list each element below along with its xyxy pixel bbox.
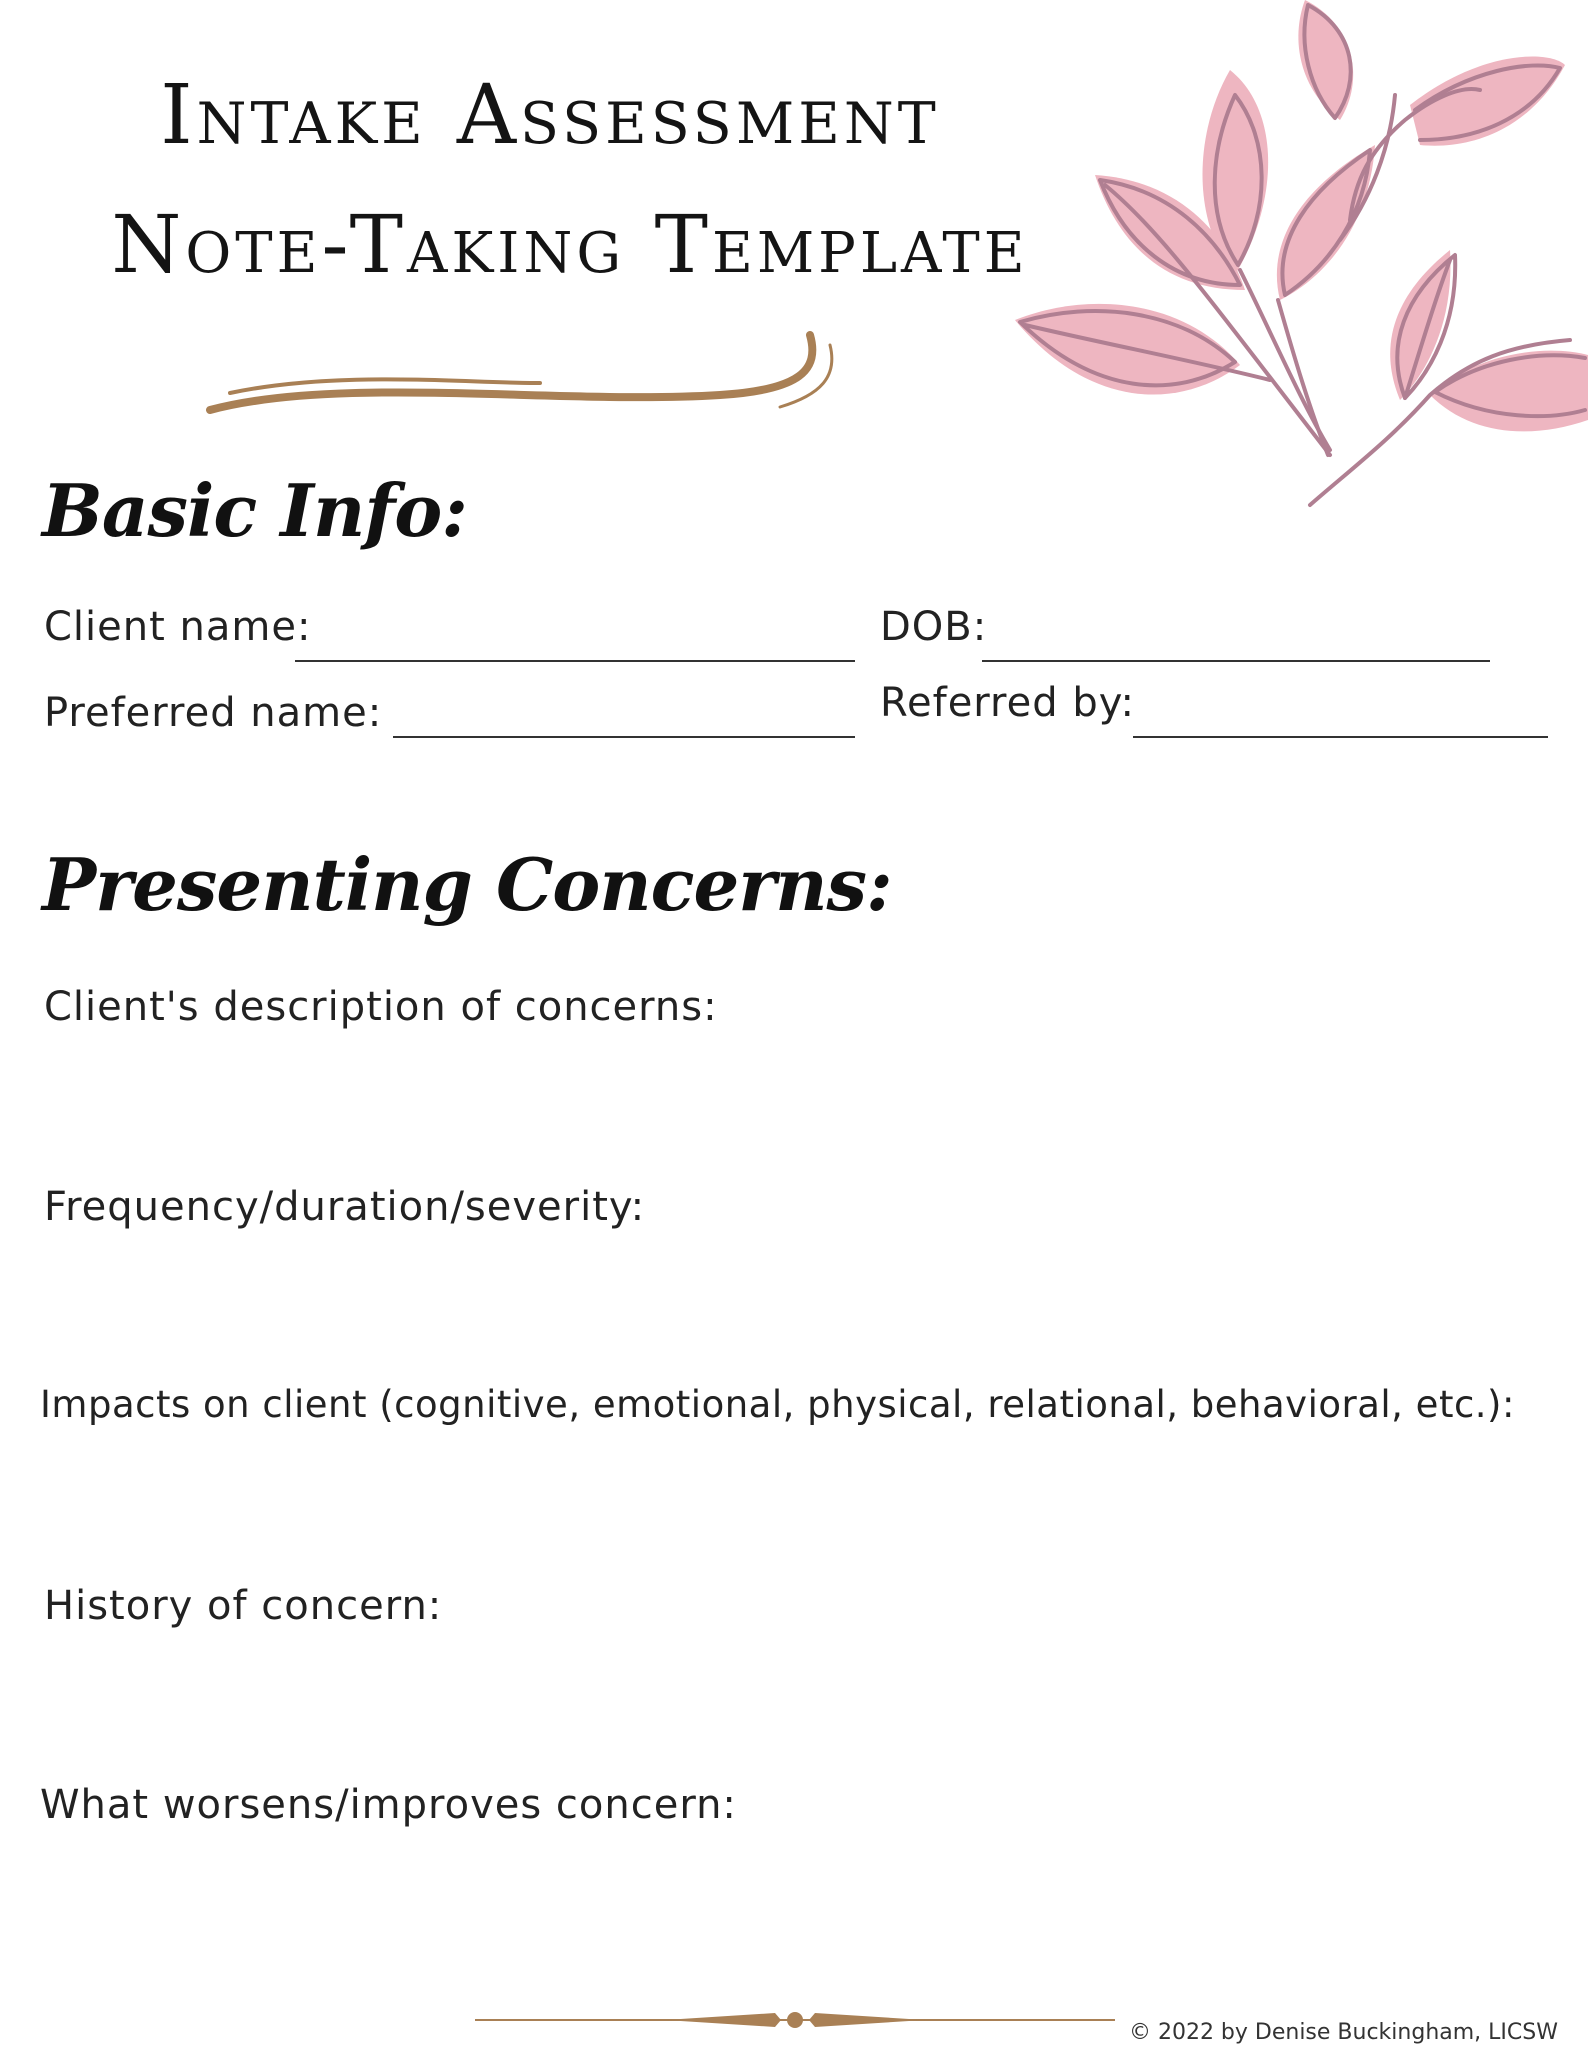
referred-by-label: Referred by: — [880, 680, 1135, 726]
presenting-concerns-heading: Presenting Concerns: — [42, 842, 892, 927]
bottom-divider-ornament — [475, 2005, 1115, 2035]
referred-by-field-line[interactable] — [1133, 736, 1548, 738]
prompt-frequency-duration-severity: Frequency/duration/severity: — [44, 1184, 646, 1230]
client-name-field-line[interactable] — [295, 660, 855, 662]
swoosh-decoration — [200, 325, 850, 425]
client-name-label: Client name: — [44, 604, 312, 650]
title-line-2: Note-Taking Template — [111, 198, 1029, 291]
basic-info-heading: Basic Info: — [42, 468, 467, 553]
prompt-impacts-on-client: Impacts on client (cognitive, emotional, physical, relational, behavioral, etc.): — [40, 1383, 1515, 1426]
prompt-client-description: Client's description of concerns: — [44, 984, 718, 1030]
title-line-1: Intake Assessment — [160, 68, 940, 163]
preferred-name-label: Preferred name: — [44, 690, 383, 736]
leaf-branch-illustration — [1010, 0, 1588, 520]
dob-label: DOB: — [880, 604, 988, 650]
preferred-name-field-line[interactable] — [393, 736, 855, 738]
copyright-footer: © 2022 by Denise Buckingham, LICSW — [1128, 2020, 1558, 2045]
prompt-worsens-improves: What worsens/improves concern: — [40, 1782, 737, 1828]
prompt-history-of-concern: History of concern: — [44, 1583, 443, 1629]
dob-field-line[interactable] — [982, 660, 1490, 662]
